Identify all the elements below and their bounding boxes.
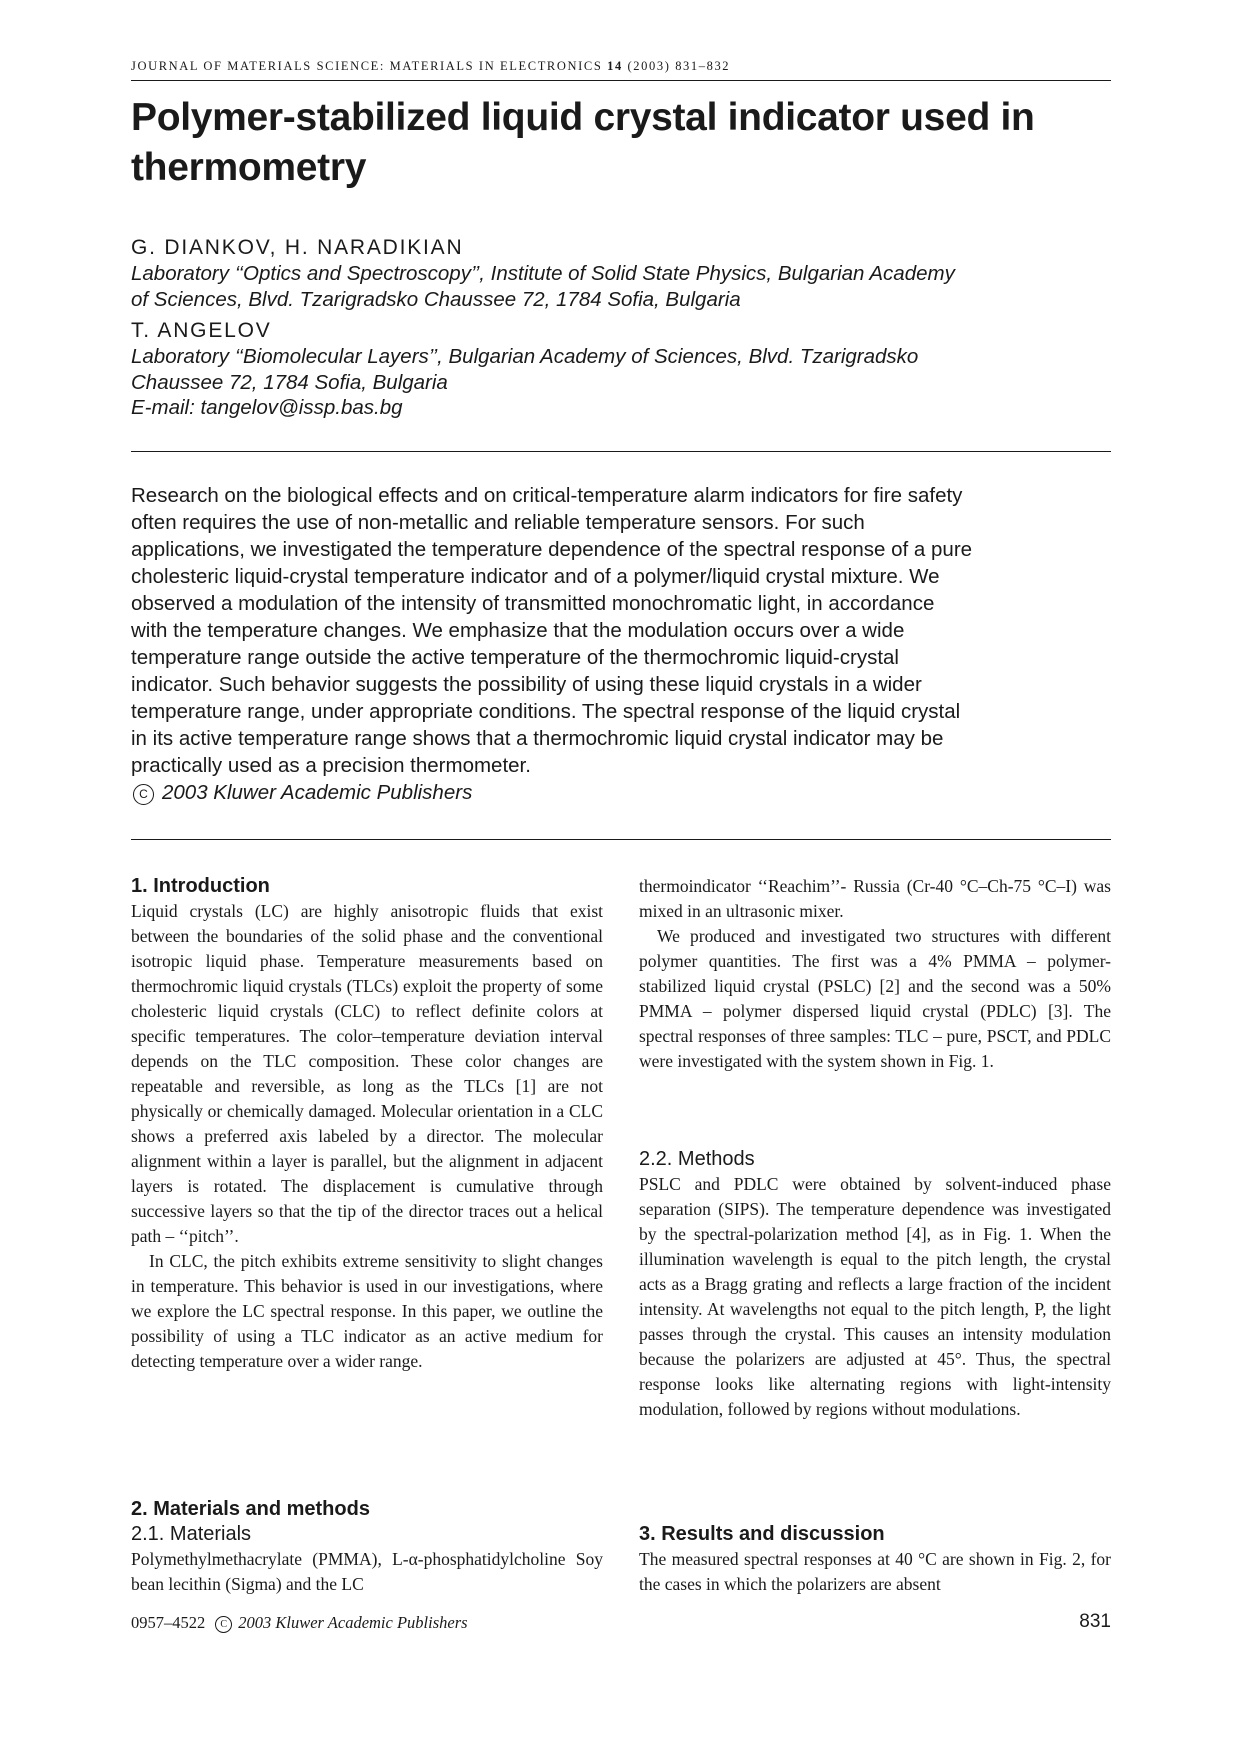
article-title xyxy=(131,93,1111,193)
article-page xyxy=(131,0,1111,1755)
copyright-icon: C xyxy=(133,784,154,805)
abstract-line: indicator. Such behavior suggests the possibility of using these liquid crystals in a wider xyxy=(131,673,922,696)
copyright-icon: C xyxy=(215,1616,232,1633)
abstract-line: practically used as a precision thermometer. xyxy=(131,754,531,777)
abstract-line: cholesteric liquid-crystal temperature indicator and of a polymer/liquid crystal mixture. We xyxy=(131,565,940,588)
footer-left xyxy=(131,1613,468,1633)
journal-year-pages: (2003) 831–832 xyxy=(627,59,731,73)
paragraph: We produced and investigated two structures with different polymer quantities. The first was a 4% PMMA – polymer-stabilized liquid crystal (PSLC) [2] and the second was a 50% PMMA – polymer dispersed liquid crystal (PDLC) [3]. The spectral responses of three samples: TLC – pure, PSCT, and PDLC were investigated with the system shown in Fig. 1. xyxy=(639,926,1111,1071)
abstract-line: often requires the use of non-metallic and reliable temperature sensors. For such xyxy=(131,511,865,534)
paragraph: Polymethylmethacrylate (PMMA), L-α-phosphatidylcholine Soy bean lecithin (Sigma) and the LC xyxy=(131,1549,603,1594)
email-line: E-mail: tangelov@issp.bas.bg xyxy=(131,396,403,419)
subsection-heading-methods: 2.2. Methods xyxy=(639,1148,755,1170)
affiliation-line: of Sciences, Blvd. Tzarigradsko Chaussee 72, 1784 Sofia, Bulgaria xyxy=(131,287,741,311)
author-block xyxy=(131,235,1111,312)
affiliation-line: Laboratory ‘‘Biomolecular Layers’’, Bulgarian Academy of Sciences, Blvd. Tzarigradsko xyxy=(131,345,919,368)
title-line: thermometry xyxy=(131,146,367,189)
paragraph: PSLC and PDLC were obtained by solvent-induced phase separation (SIPS). The temperature dependence was investigated by the spectral-polarization method [4], as in Fig. 1. When the illumination wavelength is equal to the pitch length, the crystal acts as a Bragg grating and reflects a large fraction of the incident intensity. At wavelengths not equal to the pitch length, P, the light passes through the crystal. This causes an intensity modulation because the polarizers are adjusted at 45°. Thus, the spectral response looks like alternating regions with light-intensity modulation, followed by regions without modulations. xyxy=(639,1174,1111,1419)
abstract-line: temperature range, under appropriate conditions. The spectral response of the liquid crystal xyxy=(131,700,961,723)
footer-copyright: 2003 Kluwer Academic Publishers xyxy=(238,1613,468,1632)
section-heading-introduction: 1. Introduction xyxy=(131,875,270,897)
abstract-copyright xyxy=(131,779,1111,806)
paragraph: In CLC, the pitch exhibits extreme sensitivity to slight changes in temperature. This behavior is used in our investigations, where we explore the LC spectral response. In this paper, we outline the possibility of using a TLC indicator as an active medium for detecting temperature over a wider range. xyxy=(131,1251,603,1371)
journal-name: JOURNAL OF MATERIALS SCIENCE: MATERIALS IN ELECTRONICS xyxy=(131,59,603,73)
abstract-bottom-rule xyxy=(131,839,1111,840)
abstract xyxy=(131,482,1111,806)
right-column xyxy=(639,874,1111,1074)
page-number: 831 xyxy=(1079,1611,1111,1632)
abstract-line: applications, we investigated the temperature dependence of the spectral response of a pure xyxy=(131,538,973,561)
author-affiliation xyxy=(131,261,1111,312)
abstract-line: observed a modulation of the intensity of transmitted monochromatic light, in accordance xyxy=(131,592,935,615)
author-list xyxy=(131,235,1111,421)
abstract-line: in its active temperature range shows that a thermochromic liquid crystal indicator may be xyxy=(131,727,944,750)
running-head xyxy=(131,59,1111,74)
paragraph: The measured spectral responses at 40 °C are shown in Fig. 2, for the cases in which the polarizers are absent xyxy=(639,1549,1111,1594)
header-rule xyxy=(131,80,1111,81)
left-column xyxy=(131,874,603,1374)
left-column-lower xyxy=(131,1497,603,1597)
paragraph: thermoindicator ‘‘Reachim’’- Russia (Cr-40 °C–Ch-75 °C–I) was mixed in an ultrasonic mixer. xyxy=(639,876,1111,921)
author-affiliation xyxy=(131,344,1111,421)
section-heading-results: 3. Results and discussion xyxy=(639,1523,885,1545)
right-column-results xyxy=(639,1522,1111,1597)
abstract-line: with the temperature changes. We emphasize that the modulation occurs over a wide xyxy=(131,619,905,642)
abstract-line: Research on the biological effects and on critical-temperature alarm indicators for fire safety xyxy=(131,484,963,507)
author-block xyxy=(131,318,1111,421)
journal-volume: 14 xyxy=(607,59,623,73)
author-names: T. ANGELOV xyxy=(131,319,272,342)
section-heading-materials-methods: 2. Materials and methods xyxy=(131,1498,370,1520)
abstract-top-rule xyxy=(131,451,1111,452)
title-line: Polymer-stabilized liquid crystal indicator used in xyxy=(131,96,1035,139)
issn: 0957–4522 xyxy=(131,1613,206,1632)
right-column-methods xyxy=(639,1147,1111,1422)
author-names: G. DIANKOV, H. NARADIKIAN xyxy=(131,236,464,259)
abstract-line: temperature range outside the active temperature of the thermochromic liquid-crystal xyxy=(131,646,899,669)
paragraph: Liquid crystals (LC) are highly anisotropic fluids that exist between the boundaries of the solid phase and the conventional isotropic liquid phase. Temperature measurements based on thermochromic liquid crystals (TLCs) exploit the property of some cholesteric liquid crystals (CLC) to reflect definite colors at specific temperatures. The color–temperature deviation interval depends on the TLC composition. These color changes are repeatable and reversible, as long as the TLCs [1] are not physically or chemically damaged. Molecular orientation in a CLC shows a preferred axis labeled by a director. The molecular alignment within a layer is parallel, but the alignment in adjacent layers is rotated. The displacement is cumulative through successive layers so that the tip of the director traces out a helical path – ‘‘pitch’’. xyxy=(131,901,603,1246)
affiliation-line: Chaussee 72, 1784 Sofia, Bulgaria xyxy=(131,370,448,394)
affiliation-line: Laboratory ‘‘Optics and Spectroscopy’’, Institute of Solid State Physics, Bulgarian Academy xyxy=(131,262,955,285)
subsection-heading-materials: 2.1. Materials xyxy=(131,1523,252,1545)
copyright-text: 2003 Kluwer Academic Publishers xyxy=(162,781,473,804)
